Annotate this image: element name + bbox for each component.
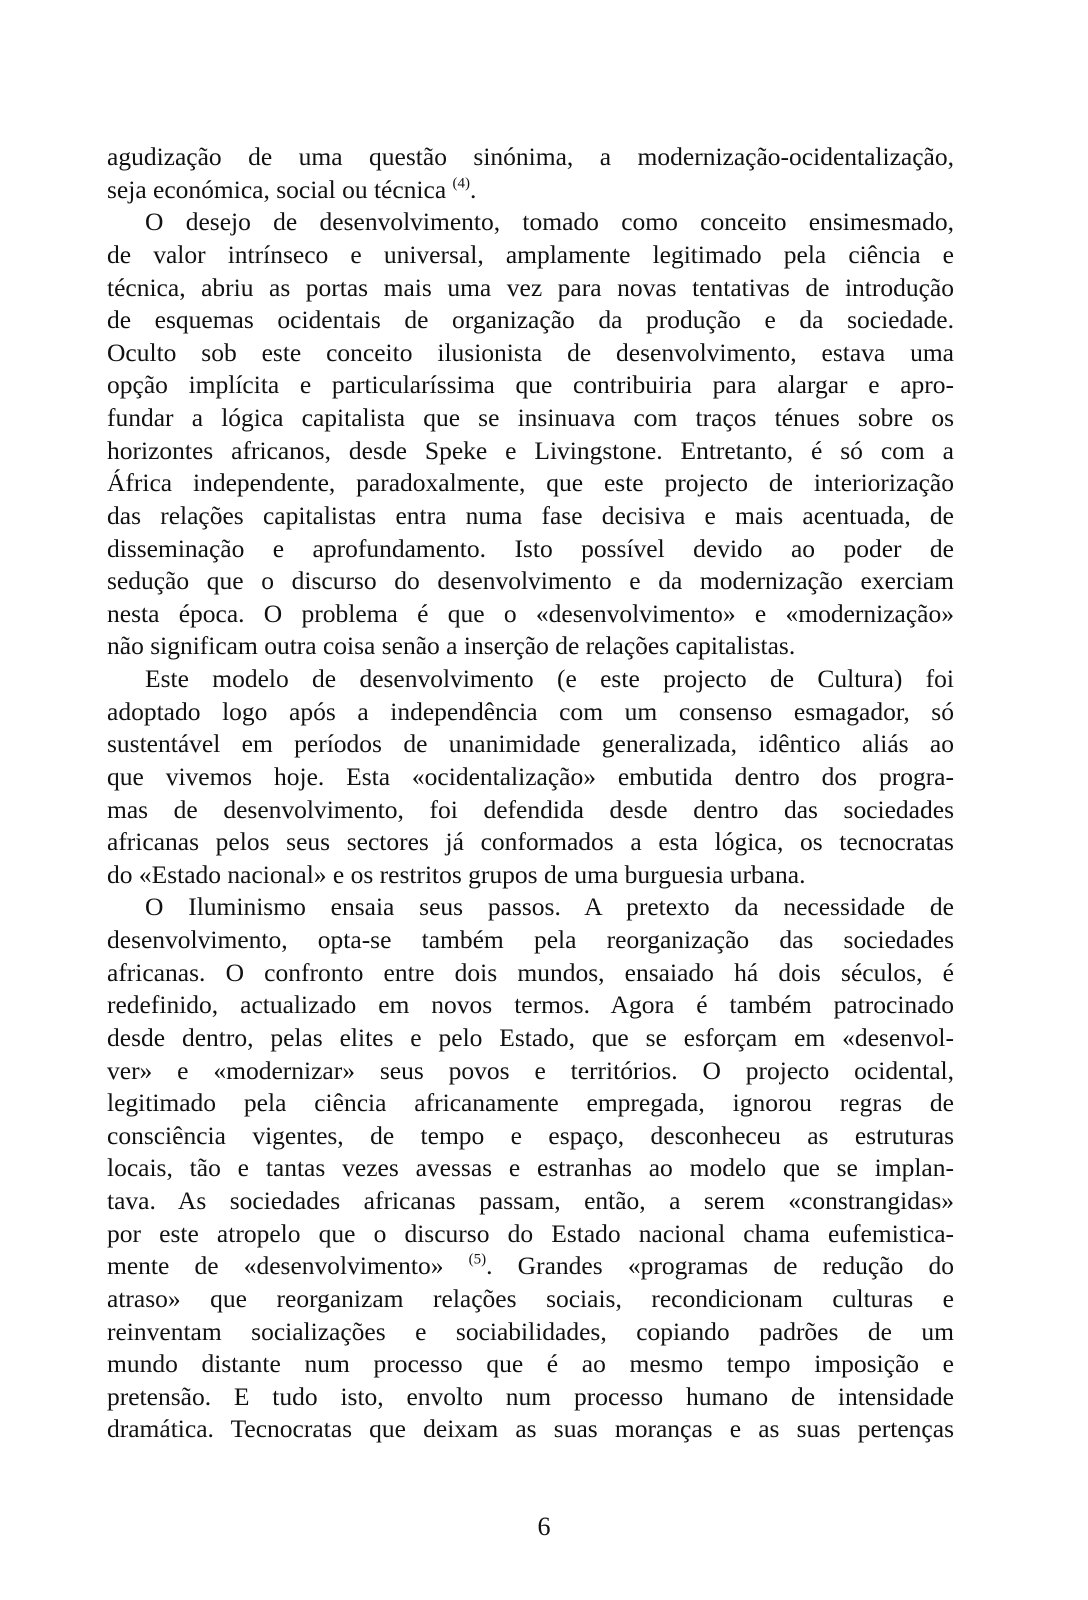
text-line-18: adoptado logo após a independência com um consenso esmagador, só	[107, 696, 954, 726]
text-line-12: das relações capitalistas entra numa fase decisiva e mais acentuada, de	[107, 500, 954, 530]
page-number: 6	[537, 1512, 551, 1541]
text-line-11: África independente, paradoxalmente, que este projecto de interiorização	[107, 468, 954, 498]
footnote-ref-5: (5)	[468, 1251, 487, 1268]
text-line-22: africanas pelos seus sectores já conformados a esta lógica, os tecnocratas	[107, 827, 954, 857]
text-line-17: Este modelo de desenvolvimento (e este projecto de Cultura) foi	[145, 664, 954, 693]
text-line-26: africanas. O confronto entre dois mundos, ensaiado há dois séculos, é	[107, 957, 954, 987]
text-line-14: sedução que o discurso do desenvolvimento e da modernização exerciam	[107, 566, 954, 596]
text-line-13: disseminação e aprofundamento. Isto possível devido ao poder de	[107, 533, 954, 563]
text-line-7: Oculto sob este conceito ilusionista de desenvolvimento, estava uma	[107, 337, 954, 367]
text-line-34: por este atropelo que o discurso do Estado nacional chama eufemistica-	[107, 1218, 954, 1248]
text-line-10: horizontes africanos, desde Speke e Livingstone. Entretanto, é só com a	[107, 435, 954, 465]
text-line-37: reinventam socializações e sociabilidades, copiando padrões de um	[107, 1316, 954, 1346]
text-line-8: opção implícita e particularíssima que contribuiria para alargar e apro-	[107, 370, 954, 400]
text-line-27: redefinido, actualizado em novos termos. Agora é também patrocinado	[107, 990, 954, 1020]
text-line-21: mas de desenvolvimento, foi defendida desde dentro das sociedades	[107, 794, 954, 824]
text-line-36: atraso» que reorganizam relações sociais, recondicionam culturas e	[107, 1283, 954, 1313]
text-line-35: mente de «desenvolvimento» $^{(5)}$. Grandes «programas de redução do	[107, 1251, 954, 1281]
text-line-9: fundar a lógica capitalista que se insinuava com traços ténues sobre os	[107, 403, 954, 432]
text-line-33: tava. As sociedades africanas passam, então, a serem «constrangidas»	[107, 1186, 954, 1215]
text-line-30: legitimado pela ciência africanamente empregada, ignorou regras de	[107, 1088, 954, 1118]
text-line-38: mundo distante num processo que é ao mesmo tempo imposição e	[107, 1349, 954, 1379]
text-line-1: agudização de uma questão sinónima, a modernização-ocidentalização,	[107, 142, 954, 171]
text-line-4: de valor intrínseco e universal, amplamente legitimado pela ciência e	[107, 239, 954, 269]
body-text	[107, 141, 954, 1446]
text-line-6: de esquemas ocidentais de organização da produção e da sociedade.	[107, 305, 954, 335]
text-line-5: técnica, abriu as portas mais uma vez para novas tentativas de introdução	[107, 272, 954, 302]
text-line-16: não significam outra coisa senão a inserção de relações capitalistas.	[107, 631, 796, 661]
text-line-29: ver» e «modernizar» seus povos e territórios. O projecto ocidental,	[107, 1055, 954, 1085]
text-line-2: seja económica, social ou técnica $^{(4)}$.	[107, 174, 477, 204]
text-line-32: locais, tão e tantas vezes avessas e estranhas ao modelo que se implan-	[107, 1153, 954, 1183]
text-line-28: desde dentro, pelas elites e pelo Estado, que se esforçam em «desenvol-	[107, 1022, 954, 1052]
text-line-24: O Iluminismo ensaia seus passos. A pretexto da necessidade de	[145, 892, 954, 922]
text-line-23: do «Estado nacional» e os restritos grupos de uma burguesia urbana.	[107, 859, 806, 889]
text-line-19: sustentável em períodos de unanimidade generalizada, idêntico aliás ao	[107, 729, 954, 759]
text-line-3: O desejo de desenvolvimento, tomado como conceito ensimesmado,	[145, 207, 954, 237]
text-line-20: que vivemos hoje. Esta «ocidentalização» embutida dentro dos progra-	[107, 761, 954, 791]
text-line-31: consciência vigentes, de tempo e espaço, desconheceu as estruturas	[107, 1120, 954, 1150]
text-line-15: nesta época. O problema é que o «desenvolvimento» e «modernização»	[107, 598, 954, 628]
footnote-ref-4: (4)	[452, 175, 471, 192]
text-line-25: desenvolvimento, opta-se também pela reorganização das sociedades	[107, 925, 954, 954]
text-line-40: dramática. Tecnocratas que deixam as suas moranças e as suas pertenças	[107, 1414, 954, 1444]
text-line-39: pretensão. E tudo isto, envolto num processo humano de intensidade	[107, 1381, 954, 1411]
